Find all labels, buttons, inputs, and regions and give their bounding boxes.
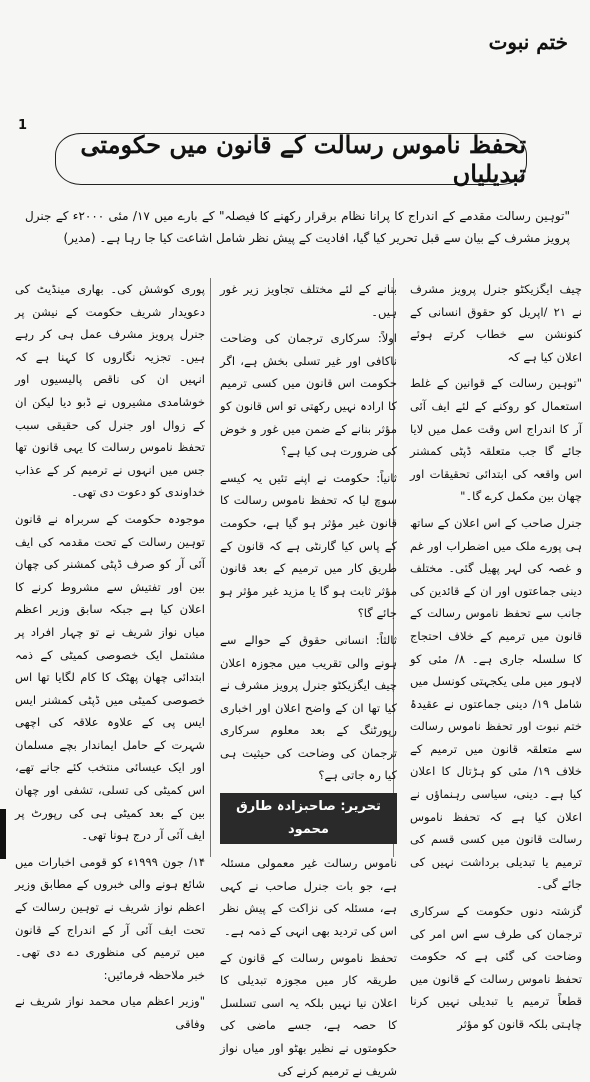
article-column-3 <box>15 278 205 1031</box>
paragraph: "وزیر اعظم میاں محمد نواز شریف نے وفاقی <box>15 994 205 1031</box>
paragraph: موجودہ حکومت کے سربراہ نے قانون توہین رسالت کے تحت مقدمہ کی ایف آئی آر کو صرف ڈپٹی کمشنر کی چھان بین اور تفتیش سے مشروط کرنے کا اعلان کیا ہے جبکہ سابق وزیر اعظم میاں نواز شریف نے تو چہار افراد پر مشتمل ایک خصوصی کمیٹی کے ذمہ ابتدائی چھان پھٹک کا کام لگایا تھا اس خصوصی کمیٹی میں ڈپٹی کمشنر ایس ایس پی کے علاوہ علاقہ کی اچھی شہرت کے حامل ایماندار بچے مسلمان اور ایک عیسائی منتخب کئے جانے تھے، اس کمیٹی کی تسلی، تشفی اور چھان بین کے بعد کمیٹی ہی کی رپورٹ پر ایف آئی آر درج ہونا تھی۔ <box>15 511 205 843</box>
paragraph: ثالثاً: انسانی حقوق کے حوالے سے ہونے والی تقریب میں مجوزہ اعلان چیف ایگزیکٹو جنرل پرویز مشرف نے کیا تھا ان کے واضح اعلان اور اخباری رپورٹنگ کے بعد معلوم سرکاری ترجمان کی وضاحت کی حیثیت ہی کیا رہ جاتی ہے؟ <box>220 632 397 783</box>
paragraph: ۱۴/ جون ۱۹۹۹ء کو قومی اخبارات میں شائع ہونے والی خبروں کے مطابق وزیر اعظم نواز شریف نے توہین رسالت کے تحت ایف آئی آر کے اندراج کے قانون میں ترمیم کی منظوری دے دی تھی۔ خبر ملاحظہ فرمائیں: <box>15 854 205 982</box>
paragraph: اولاً: سرکاری ترجمان کی وضاحت ناکافی اور غیر تسلی بخش ہے، اگر حکومت اس قانون میں کسی ترمیم کا ارادہ نہیں رکھتی تو اس قانون کو مؤثر بنانے کے ضمن میں غور و خوض کی ضرورت ہی کیا ہے؟ <box>220 331 397 459</box>
paragraph: گزشتہ دنوں حکومت کے سرکاری ترجمان کی طرف سے اس امر کی وضاحت کی گئی ہے کہ حکومت تحفظ ناموس رسالت کے قانون میں قطعاً ترمیم یا تبدیلی نہیں کرنا چاہتی بلکہ قانون کو مؤثر <box>410 904 582 1031</box>
paragraph: ناموس رسالت غیر معمولی مسئلہ ہے، جو بات جنرل صاحب نے کہی ہے، مسئلہ کی نزاکت کے پیش نظر اس کی تردید بھی انہی کے ذمہ ہے۔ <box>220 856 397 939</box>
paragraph: چیف ایگزیکٹو جنرل پرویز مشرف نے ۲۱ /اپریل کو حقوق انسانی کے کنونشن سے خطاب کرتے ہوئے اعلان کیا ہے کہ <box>410 282 582 364</box>
paragraph: ثانیاً: حکومت نے اپنے تئیں یہ کیسے سوچ لیا کہ تحفظ ناموس رسالت کا قانون غیر مؤثر ہو گیا ہے، حکومت کے پاس کیا گارنٹی ہے کہ قانون کے طریق کار میں ترمیم کے بعد قانون مؤثر ثابت ہو گا یا مزید غیر مؤثر ہو جائے گا؟ <box>220 470 397 621</box>
column-divider <box>210 278 211 857</box>
paragraph: پوری کوشش کی۔ بھاری مینڈیٹ کی دعویدار شریف حکومت کے نیشن پر جنرل پرویز مشرف عمل ہی کر رہے ہیں۔ تجزیہ نگاروں کا کہنا ہے کہ انہیں ان کی ناقص پالیسیوں اور خوشامدی مشیروں نے ڈبو دیا لیکن ان کے زوال اور جنرل کی حقیقی سبب تحفظ ناموس رسالت کا یہی قانون تھا جس میں انہوں نے ترمیم کر کے عذاب خداوندی کو دعوت دی تھی۔ <box>15 282 205 500</box>
paragraph: "توہین رسالت کے قوانین کے غلط استعمال کو روکنے کے لئے ایف آئی آر کا اندراج اس وقت عمل میں لایا جائے گا جب متعلقہ ڈپٹی کمشنر اس واقعہ کی ابتدائی تحقیقات اور چھان بین مکمل کرے گا۔" <box>410 376 582 504</box>
issue-number: 1 <box>18 118 28 133</box>
article-column-2 <box>220 278 397 1078</box>
article-intro: "توہین رسالت مقدمے کے اندراج کا پرانا نظام برقرار رکھنے کا فیصلہ" کے بارے میں ۱۷/ مئی ۲۰۰۰ء کے جنرل پرویز مشرف کے بیان سے قبل تحریر کیا گیا، افادیت کے پیش نظر شامل اشاعت کیا جا رہا ہے۔ (مدیر) <box>25 209 570 245</box>
article-title: تحفظ ناموس رسالت کے قانون میں حکومتی تبدیلیاں <box>55 133 527 185</box>
masthead: ختم نبوت <box>488 30 568 54</box>
article-column-1 <box>410 278 583 1031</box>
paragraph: تحفظ ناموس رسالت کے قانون کے طریقہ کار میں مجوزہ تبدیلی کا اعلان نیا نہیں بلکہ یہ اسی تسلسل کا حصہ ہے، جسے ماضی کی حکومتوں نے نظیر بھٹو اور میاں نواز شریف نے ترمیم کرنے کی <box>220 950 397 1078</box>
paragraph: جنرل صاحب کے اس اعلان کے ساتھ ہی پورے ملک میں اضطراب اور غم و غصہ کی لہر پھیل گئی۔ مختلف دینی جماعتوں اور ان کے قائدین کی جانب سے تحفظ ناموس رسالت کے قانون میں ترمیم کے خلاف احتجاج کا سلسلہ جاری ہے۔ ۸/ مئی کو لاہور میں ملی یکجہتی کونسل میں شامل ۱۹/ دینی جماعتوں نے عقیدۂ ختم نبوت اور تحفظ ناموس رسالت سے متعلقہ قانون میں ترمیم کے خلاف ۱۹/ مئی کو ہڑتال کا اعلان کیا ہے۔ دینی، سیاسی رہنماؤں نے اعلان کیا ہے کہ تحفظ ناموس رسالت قانون میں کسی قسم کی ترمیم یا تبدیلی برداشت نہیں کی جائے گی۔ <box>410 515 583 892</box>
author-byline: تحریر: صاحبزادہ طارق محمود <box>220 793 397 844</box>
paragraph: بنانے کے لئے مختلف تجاویز زیر غور ہیں۔ <box>220 282 397 319</box>
page-edge-mark <box>0 809 6 859</box>
